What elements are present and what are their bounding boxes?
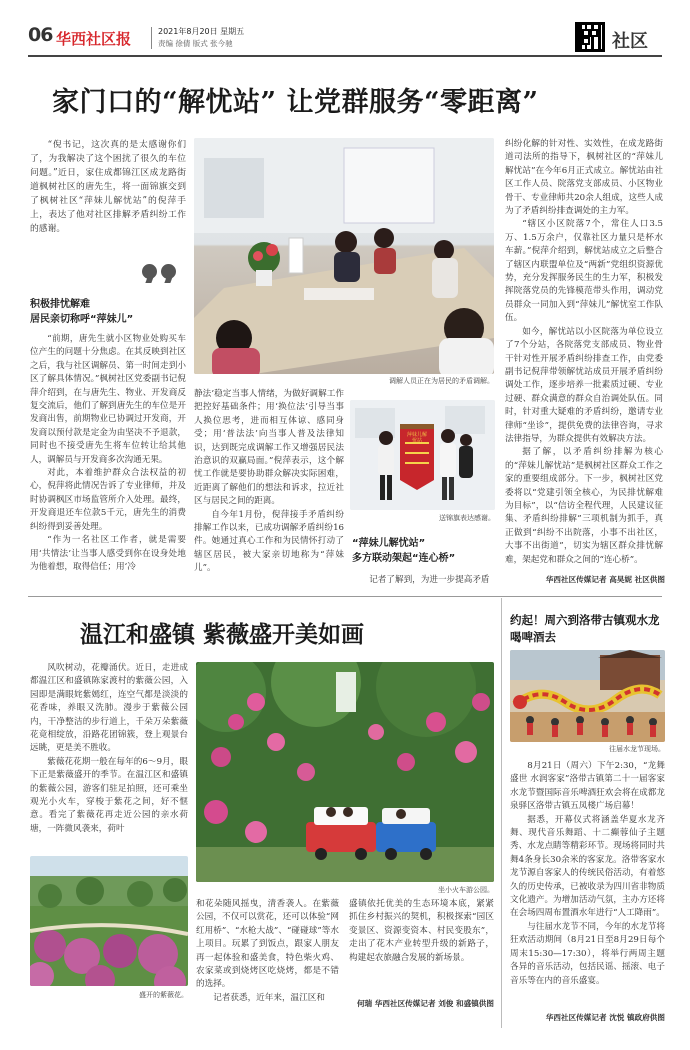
quote-marks-icon — [142, 262, 182, 282]
article3-credit: 华西社区传媒记者 沈悦 镇政府供图 — [545, 1013, 665, 1022]
issue-date: 2021年8月20日 星期五 — [158, 27, 245, 36]
photo-sightseeing-train — [196, 662, 494, 882]
photo2-caption: 送锦旗表达感谢。 — [439, 514, 495, 522]
photo3-caption: 盛开的紫薇花。 — [139, 991, 188, 999]
paragraph: 自今年1月份，倪萍接手矛盾纠纷排解工作以来，已成功调解矛盾纠纷16件。她通过真心工作和为民情怀打动了辖区居民，被大家亲切地称为“萍妹儿”。 — [194, 509, 344, 574]
article2-col3-body — [349, 898, 494, 965]
photo-crape-myrtle-field — [30, 856, 188, 986]
column-divider — [501, 598, 502, 1028]
paragraph: 据悉，开幕仪式将涵盖华夏水龙齐舞、现代音乐舞蹈、十二癫蓉仙子主题秀、水龙点睛等精彩环节。现场将同时共舞4条身长30余米的客家龙。洛带客家水龙节源自客家人的传统民俗活动，有着悠久的历史传承，已被收录为四川省非物质文化遗产。为增加活动气氛，主办方还将在会场四周布置酒水年进行“人工降雨”。 — [510, 814, 665, 919]
article3-headline: 约起！周六到洛带古镇观水龙喝啤酒去 — [510, 613, 660, 644]
editor-credits: 责编 徐倩 版式 张今驰 — [158, 39, 233, 48]
banner-text: 萍妹儿解忧站 — [406, 432, 427, 444]
photo4-caption: 坐小火车游公园。 — [438, 886, 494, 894]
paragraph: 静法’稳定当事人情绪，为做好调解工作把控好基础条件；用‘换位法’引导当事人换位思考，进而相互体谅、感同身受；用‘普法法’向当事人普及法律知识，达到既完成调解工作又增强居民法治意识的双赢局面。”倪萍表示，这个解忧工作就是要协助群众解决实际困难，近距离了解他们的想法和诉求，拉近社区与居民之间的距离。 — [194, 389, 344, 507]
section-name: 社区 — [612, 31, 648, 52]
paragraph: “前期，唐先生就小区物业处购买车位产生的问题十分焦虑。在其反映到社区之后，我与社区调解员、第一时间走到小区了解具体情况。”枫树社区党委副书记倪萍介绍到，在与唐先生、物业、开发商反复交流后，他们了解到唐先生的车位是开发商出售，前期物业已协调过开发商，开发商以预付款是定金为由坚决不予退款，同时也不接受唐先生将车位转让给其他人，调解员与开发商多次沟通无果。 — [30, 334, 186, 465]
page-header — [28, 22, 662, 58]
article1-subheading-1: 积极排忧解难 居民亲切称呼“萍妹儿” — [30, 299, 134, 325]
article2-col2-body — [196, 898, 339, 1005]
article3-body — [510, 760, 665, 988]
header-divider-vertical — [151, 27, 152, 49]
paragraph: 对此，本着维护群众合法权益的初心，倪萍将此情况告诉了专业律师，并及时协调枫区市场监管所介入处理。最终，开发商退还车位款5千元，唐先生的消费纠纷得到妥善处理。 — [30, 468, 186, 532]
article1-lead: “倪书记，这次真的是太感谢你们了，为我解决了这个困扰了很久的车位问题。”近日，家住成都锦江区成龙路街道枫树社区的唐先生，将一面锦旗交到了枫树社区“萍妹儿解忧站”的倪萍手上，表达了他对社区排解矛盾纠纷工作的感谢。 — [30, 140, 186, 234]
paragraph: 如今，解忧站以小区院落为单位设立了7个分站，各院落党支部成员、物业骨干针对性开展矛盾纠纷排查工作，由党委副书记倪萍带领解忧站成员开展矛盾纠纷调处工作，逐步培养一批素质过硬、专业过硬、群众满意的群众自治调处队伍。同时，针对重大疑难的矛盾纠纷，邀请专业律师“坐诊”，提供免费的法律咨询，寻求法律指导，为群众提供有效解决方法。 — [505, 326, 663, 444]
paragraph: 盛镇依托优美的生态环境本底，紧紧抓住乡村振兴的契机，积极探索“园区变景区、资源变资本、村民变股东”，走出了花木产业转型升级的新路子，构建起农旅融合发展的新场景。 — [349, 899, 494, 963]
section-divider — [28, 596, 662, 597]
photo-water-dragon-festival — [510, 650, 665, 742]
paragraph: 8月21日（周六）下午2:30，“龙舞盛世 水润客家”洛带古镇第二十一届客家水龙节暨国际音乐啤酒狂欢会将在成都龙泉驿区洛带古镇五凤楼广场启幕！ — [510, 761, 665, 812]
paragraph: 风吹树动，花瓣涌伏。近日，走进成都温江区和盛镇陈家渡村的紫薇公园，入园即是满眼姹紫嫣红，连空气都是淡淡的花香味，养眼又洗肺。漫步于紫薇公园内，干净整洁的步行道上，千朵万朵紫薇花竟相绽放，沿路花团锦簇，登上观景台远眺，更是美不胜收。 — [30, 663, 188, 754]
paragraph: “作为一名社区工作者，就是需要用‘共情法’让当事人感受到你在设身处地为他着想，取得信任；用‘冷 — [30, 535, 186, 572]
paragraph: 记者获悉，近年来，温江区和 — [213, 992, 325, 1003]
article2-col1-body — [30, 662, 188, 836]
article1-headline: 家门口的“解忧站” 让党群服务“零距离” — [52, 87, 539, 118]
paragraph: 纠纷化解的针对性、实效性，在成龙路街道司法所的指导下，枫树社区的“萍妹儿解忧站”在今年6月正式成立。解忧站由社区工作人员、院落党支部成员、小区物业骨干、专业律师共20余人组成，这些人成为了矛盾纠纷排查调处的主力军。 — [505, 139, 663, 217]
paragraph: 据了解，以矛盾纠纷排解为核心的“萍妹儿解忧站”是枫树社区群众工作之家的重要组成部分。下一步，枫树社区党委将以“党建引领全核心，为民排忧解难为目标”，以“信访全程代理，人民建议征集、矛盾纠纷排解”三项机制为抓手，真正做到“纠纷不出院落，小事不出社区，大事不出街道”，切实为辖区群众排忧解难，架起党和群众之间的“连心桥”。 — [505, 447, 663, 565]
article1-col4-body — [505, 138, 663, 567]
photo1-caption: 调解人员正在为居民的矛盾调解。 — [389, 377, 494, 385]
article1-col3-bottom: 记者了解到，为进一步提高矛盾 — [369, 575, 490, 585]
qr-code-icon — [575, 22, 605, 52]
article1-col2-body — [194, 388, 344, 576]
article1-credit: 华西社区传媒记者 高昊妮 社区供图 — [545, 575, 665, 584]
photo5-caption: 往届水龙节现场。 — [609, 745, 665, 753]
brand-logo: 华西社区报 — [56, 30, 132, 48]
paragraph: 和花朵随风摇曳，清香袭人。在紫薇公园，不仅可以赏花，还可以体验“网红用桥”、“水枪大战”、“碰碰球”等水上项目。玩累了到饭点，跟家人朋友再一起体验和盛美食，特色柴火鸡、农家菜或到烧烤区吃烧烤，都是不错的选择。 — [196, 899, 339, 990]
photo-banner-presentation — [350, 400, 495, 510]
paragraph: 紫薇花花期一般在每年的6～9月，眼下正是紫薇盛开的季节。在温江区和盛镇的紫薇公园，游客们驻足拍照，还可乘坐观光小火车，穿梭于紫花之间，好不惬意。看完了紫薇花再走近公园的亲水荷塘，一阵微风袭来，荷叶 — [30, 756, 188, 834]
header-rule — [28, 55, 662, 57]
page-number: 06 — [28, 24, 53, 46]
article2-credit: 何瑞 华西社区传媒记者 刘俊 和盛镇供图 — [356, 999, 494, 1008]
paragraph: “辖区小区院落7个，常住人口3.5万、1.5万余户，仅靠社区力量只是杯水车薪。”倪萍介绍到，解忧站成立之后整合了辖区内联盟单位及“两新”党组织资源优势，充分发挥服务民生的生力军，积极发挥院落党员的先锋模范带头作用，调动党员群众一同加入到“萍妹儿”解忧室工作队伍。 — [505, 219, 663, 324]
article1-subheading-2: “萍妹儿解忧站” 多方联动架起“连心桥” — [352, 538, 456, 564]
article1-col1-body — [30, 333, 186, 574]
paragraph: 与往届水龙节不同，今年的水龙节将狂欢活动期间（8月21日至8月29日每个周末15:30—17:30），将举行两周主题各异的音乐活动，包括民谣、摇滚、电子音乐等在内的音乐盛宴。 — [510, 921, 665, 986]
article2-headline: 温江和盛镇 紫薇盛开美如画 — [80, 621, 365, 648]
photo-mediation-meeting — [194, 138, 494, 374]
